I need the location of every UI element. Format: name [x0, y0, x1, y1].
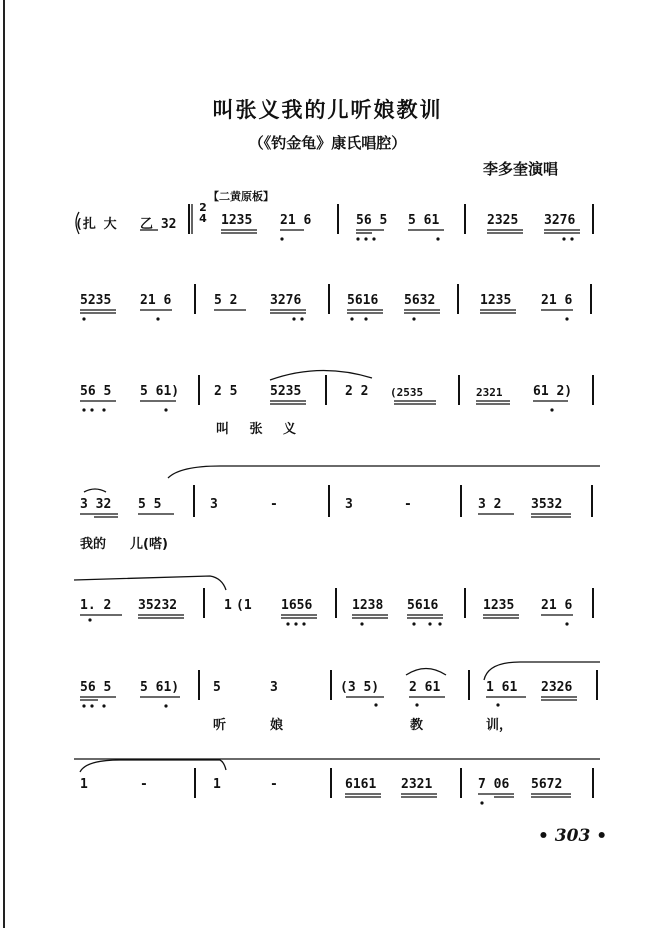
note-token: 1656	[281, 598, 313, 613]
lyric-word: 教	[410, 718, 424, 733]
lyric-word: 儿(嗒)	[130, 537, 168, 552]
lyric-word: 我的	[80, 537, 107, 552]
note-token: 5672	[531, 777, 563, 792]
slur-mark	[80, 760, 226, 772]
note-token: -	[404, 497, 412, 512]
note-token: 2321	[476, 386, 503, 399]
note-token: 56 5	[356, 213, 388, 228]
note-token: 乙 32	[140, 217, 177, 232]
note-token: 1	[213, 777, 221, 792]
note-token: 5235	[270, 384, 302, 399]
bracket-mark	[76, 212, 79, 234]
note-token: 2326	[541, 680, 573, 695]
note-token: 3	[345, 497, 353, 512]
note-token: -	[140, 777, 148, 792]
note-token: 5632	[404, 293, 436, 308]
lyric-line: 叫 张 义	[216, 422, 305, 437]
note-token: 7 06	[478, 777, 510, 792]
note-token: 5616	[347, 293, 379, 308]
note-token: 2 2	[345, 384, 369, 399]
note-token: 3532	[531, 497, 563, 512]
note-token: (2535	[390, 386, 424, 399]
slur-mark	[168, 466, 600, 478]
note-token: 1. 2	[80, 598, 112, 613]
note-token: 1235	[480, 293, 512, 308]
note-token: -	[270, 497, 278, 512]
note-token: 35232	[138, 598, 178, 613]
note-token: 5 2	[214, 293, 238, 308]
slur-mark	[74, 576, 226, 590]
lyric-word: 娘	[270, 718, 284, 733]
lyric-word: 训，	[486, 718, 513, 733]
note-token: 21 6	[541, 293, 573, 308]
note-token: 5 61	[408, 213, 440, 228]
time-signature-denominator: 4	[199, 212, 207, 225]
lyric-word: 听	[213, 718, 227, 733]
note-token: 3276	[270, 293, 302, 308]
note-token: 1235	[221, 213, 253, 228]
page-number: • 303 •	[538, 826, 608, 846]
slur-mark	[484, 662, 600, 680]
time-signature-numerator: 2	[199, 201, 207, 214]
note-token: 5 61)	[140, 384, 180, 399]
note-token: 1	[80, 777, 88, 792]
note-token: 3	[270, 680, 278, 695]
performer-credit: 李多奎演唱	[483, 160, 559, 178]
note-token: 56 5	[80, 680, 112, 695]
note-token: 3 32	[80, 497, 112, 512]
note-token: 21 6	[140, 293, 172, 308]
note-token: 1	[224, 598, 232, 613]
note-token: 2325	[487, 213, 519, 228]
note-token: 5616	[407, 598, 439, 613]
note-token: 61 2)	[533, 384, 573, 399]
note-token: 6161	[345, 777, 377, 792]
note-token: 1 61	[486, 680, 518, 695]
note-token: 56 5	[80, 384, 112, 399]
note-token: 5 5	[138, 497, 162, 512]
note-token: 5 61)	[140, 680, 180, 695]
tempo-marking: 【二黄原板】	[208, 190, 274, 203]
song-title: 叫张义我的儿听娘教训	[212, 98, 443, 122]
octave-dots	[82, 237, 573, 804]
note-token: 2 5	[214, 384, 238, 399]
note-token: 21 6	[280, 213, 312, 228]
note-token: 1238	[352, 598, 384, 613]
note-token: 21 6	[541, 598, 573, 613]
song-subtitle: （《钓金龟》康氏唱腔）	[248, 134, 407, 152]
slur-mark	[84, 489, 106, 492]
note-token: -	[270, 777, 278, 792]
slur-mark	[406, 669, 446, 676]
note-token: 2321	[401, 777, 433, 792]
note-token: 3	[210, 497, 218, 512]
note-token: 3 2	[478, 497, 502, 512]
note-token: 3276	[544, 213, 576, 228]
note-token: 2 61	[409, 680, 441, 695]
note-token: (扎 大	[75, 217, 117, 232]
slur-mark	[270, 370, 372, 380]
note-token: (3 5)	[340, 680, 380, 695]
note-token: 5	[213, 680, 221, 695]
note-token: 5235	[80, 293, 112, 308]
note-token: 1235	[483, 598, 515, 613]
note-token: (1	[236, 598, 252, 613]
